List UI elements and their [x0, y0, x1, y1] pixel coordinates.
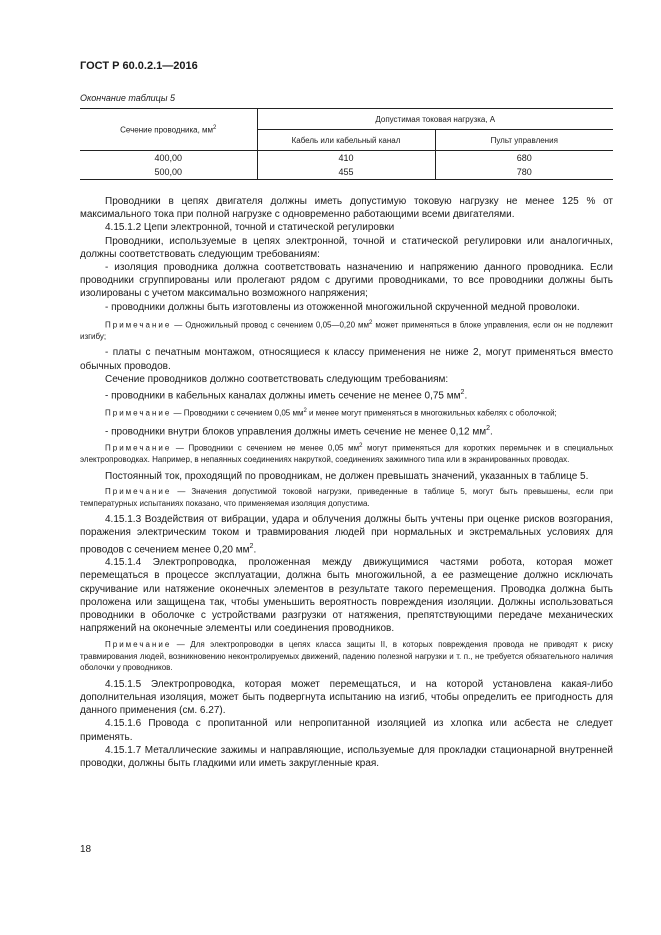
note: Примечание — Проводники с сечением не менее 0,05 $мм^2$ могут применяться для коротких перемычек и в специальных электропроводках. Например, в непаянных соединениях накруткой, соединениях зажимного типа или в экранированных проводах. [80, 443, 613, 465]
body-text [80, 195, 613, 770]
header-cable-channel: Кабель или кабельный канал [257, 130, 435, 151]
paragraph: Проводники, используемые в цепях электронной, точной и статической регулировки или аналогичных, должны соответствовать следующим требованиям: [80, 235, 613, 260]
note: Примечание — Для электропроводки в цепях класса защиты II, в которых повреждения провода не приводят к риску травмирования людей, возникновению неконтролируемых движений, падению полезной нагрузки и т. п., не требуется обязательного наличия оболочки у проводников. [80, 640, 613, 673]
list-item: - изоляция проводника должна соответствовать назначению и напряжению данного проводника. Если проводники сгруппированы или пролегают рядом с другими проводниками, то все проводники должны быть изолированы с учетом максимально возможного напряжения; [80, 262, 613, 300]
table-row: 400,00 410 680 [80, 151, 613, 166]
section-heading: 4.15.1.2 Цепи электронной, точной и статической регулировки [105, 222, 395, 234]
paragraph: 4.15.1.6 Провода с пропитанной или непропитанной изоляцией из хлопка или асбеста не следует применять. [80, 718, 613, 743]
page-number: 18 [80, 844, 92, 855]
paragraph: 4.15.1.4 Электропроводка, проложенная между движущимися частями робота, которая может перемещаться в процессе эксплуатации, должна быть многожильной, а ее размещение должно исключать скручивание или натяжение оконечных элементов в результате такого перемещения. Проводка должна быть проложена или защищена так, чтобы уменьшить вероятность повреждения изоляции. Должны использоваться проводники в оболочке с устройствами разгрузки от натяжения, препятствующими передаче механических напряжений на оконечные элементы или соединения проводников. [80, 557, 613, 635]
table-row: 500,00 455 780 [80, 165, 613, 180]
standard-header: ГОСТ Р 60.0.2.1—2016 [80, 60, 198, 72]
table-caption: Окончание таблицы 5 [80, 93, 175, 103]
list-item: - проводники внутри блоков управления должны иметь сечение не менее 0,12 $мм^2$. [105, 424, 493, 438]
note: Примечание — Значения допустимой токовой нагрузки, приведенные в таблице 5, могут быть превышены, если при температурных испытаниях показано, что применяемая изоляция допустима. [80, 487, 613, 508]
paragraph: Проводники в цепях двигателя должны иметь допустимую токовую нагрузку не менее 125 % от максимального тока при полной нагрузке с одновременно работающими всеми двигателями. [80, 196, 613, 221]
header-control-panel: Пульт управления [435, 130, 613, 151]
current-load-table [80, 108, 613, 180]
list-item: - проводники в кабельных каналах должны иметь сечение не менее 0,75 $мм^2$. [105, 389, 468, 402]
header-allowed-current: Допустимая токовая нагрузка, А [257, 109, 613, 130]
paragraph: Сечение проводников должно соответствовать следующим требованиям: [105, 373, 449, 385]
note: Примечание — Проводники с сечением 0,05 $мм^2$ и менее могут применяться в многожильных кабелях с оболочкой; [105, 407, 557, 418]
paragraph: 4.15.1.5 Электропроводка, которая может перемещаться, и на которой установлена какая-либо дополнительная изоляция, может быть подвергнута испытанию на изгиб, чтобы определить ее пригодность для данного применения (см. 6.27). [80, 678, 613, 717]
header-conductor-section: Сечение проводника, $мм^2$ [80, 109, 257, 151]
paragraph: 4.15.1.3 Воздействия от вибрации, удара и облучения должны быть учтены при оценке рисков возгорания, поражения электрическим током и травмирования людей при нормальных и экстремальных условиях для проводов с сечением менее 0,20 $мм^2$. [80, 514, 613, 555]
list-item: - платы с печатным монтажом, относящиеся к классу применения не ниже 2, могут применяться вместо обычных проводов. [80, 347, 613, 372]
note: Примечание — Одножильный провод с сечением 0,05—0,20 $мм^2$ может применяться в блоке управления, если он не подлежит изгибу; [80, 319, 613, 341]
paragraph: 4.15.1.7 Металлические зажимы и направляющие, используемые для прокладки стационарной внутренней проводки, должны быть гладкими или иметь закругленные края. [80, 744, 613, 770]
paragraph: Постоянный ток, проходящий по проводникам, не должен превышать значений, указанных в таблице 5. [105, 470, 589, 482]
list-item: - проводники должны быть изготовлены из отожженной многожильной скрученной медной проволоки. [105, 301, 580, 313]
